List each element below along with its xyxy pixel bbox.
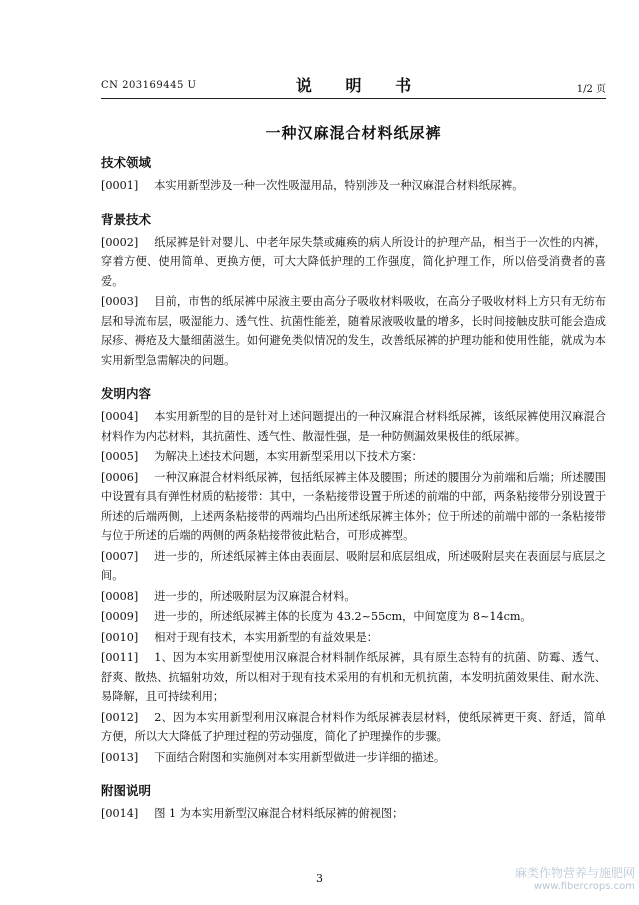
paragraph-0007 [101,547,606,586]
paragraph-text: 目前，市售的纸尿裤中尿液主要由高分子吸收材料吸收，在高分子吸收材料上方只有无纺布层和导流布层，吸湿能力、透气性、抗菌性能差，随着尿液吸收量的增多，长时间接触皮肤可能会造成尿疹、褥疮及大量细菌滋生。如何避免类似情况的发生，改善纸尿裤的护理功能和使用性能，就成为本实用新型急需解决的问题。 [101,295,606,367]
document-body [101,153,606,825]
paragraph-text: 纸尿裤是针对婴儿、中老年尿失禁或瘫痪的病人所设计的护理产品，相当于一次性的内裤，穿着方便、使用简单、更换方便，可大大降低护理的工作强度，简化护理工作，所以倍受消费者的喜爱。 [101,235,606,288]
paragraph-0001 [101,176,606,196]
section-heading-invention-content: 发明内容 [101,386,152,401]
paragraph-text: 1、因为本实用新型使用汉麻混合材料制作纸尿裤，具有原生态特有的抗菌、防霉、透气、舒爽、散热、抗辐射功效，所以相对于现有技术采用的有机和无机抗菌，本发明抗菌效果佳、耐水洗、易降解，且可持续利用； [101,651,606,703]
paragraph-0013 [101,748,606,768]
watermark-site-name: 麻类作物营养与施肥网 [514,866,635,880]
paragraph-0014 [101,804,606,824]
page-number: 3 [316,872,323,885]
paragraph-number: [0013] [101,750,139,764]
page-label: 1/2 页 [576,84,606,95]
paragraph-text: 进一步的，所述纸尿裤主体由表面层、吸附层和底层组成，所述吸附层夹在表面层与底层之间。 [101,549,606,582]
paragraph-text: 本实用新型涉及一种一次性吸湿用品，特别涉及一种汉麻混合材料纸尿裤。 [154,179,524,192]
paragraph-text: 一种汉麻混合材料纸尿裤，包括纸尿裤主体及腰围；所述的腰围分为前端和后端；所述腰围中设置有具有弹性材质的粘接带：其中，一条粘接带设置于所述的前端的中部，两条粘接带分别设置于所述的后端两侧，上述两条粘接带的两端均凸出所述纸尿裤主体外；位于所述的前端中部的一条粘接带与位于所述的后端的两侧的两条粘接带彼此粘合，可形成裤型。 [101,470,606,542]
paragraph-0008 [101,587,606,607]
watermark-url: www.fibercrops.com [533,881,635,892]
paragraph-number: [0007] [101,549,139,563]
paragraph-number: [0012] [101,710,139,724]
patent-number: CN 203169445 U [101,80,197,91]
section-heading-tech-field: 技术领域 [101,155,152,170]
paragraph-number: [0009] [101,610,139,623]
paragraph-0004 [101,407,606,446]
page-header [101,72,606,99]
paragraph-0012 [101,708,606,747]
paragraph-text: 为解决上述技术问题，本实用新型采用以下技术方案： [154,450,423,463]
paragraph-number: [0004] [101,410,139,423]
paragraph-number: [0006] [101,470,139,484]
paragraph-0002 [101,233,606,292]
paragraph-number: [0010] [101,630,139,644]
paragraph-0003 [101,292,606,370]
paragraph-0011 [101,648,606,707]
paragraph-text: 下面结合附图和实施例对本实用新型做进一步详细的描述。 [154,750,446,764]
paragraph-0010 [101,628,606,648]
paragraph-number: [0002] [101,235,139,249]
paragraph-number: [0011] [101,651,139,664]
paragraph-0005 [101,447,606,467]
paragraph-text: 图 1 为本实用新型汉麻混合材料纸尿裤的俯视图； [154,807,404,820]
paragraph-text: 相对于现有技术，本实用新型的有益效果是： [154,630,378,644]
paragraph-number: [0001] [101,179,139,192]
watermark [515,866,635,894]
paragraph-text: 进一步的，所述纸尿裤主体的长度为 43.2~55cm，中间宽度为 8~14cm。 [154,610,532,623]
paragraph-number: [0014] [101,807,139,820]
paragraph-text: 2、因为本实用新型利用汉麻混合材料作为纸尿裤表层材料，使纸尿裤更干爽、舒适，简单方便，所以大大降低了护理过程的劳动强度，简化了护理操作的步骤。 [101,710,606,743]
paragraph-text: 进一步的，所述吸附层为汉麻混合材料。 [154,589,356,603]
paragraph-0006 [101,468,606,546]
section-heading-background: 背景技术 [101,211,152,227]
paragraph-number: [0008] [101,589,139,603]
document-type: 说 明 书 [295,76,426,95]
paragraph-0009 [101,607,606,627]
paragraph-text: 本实用新型的目的是针对上述问题提出的一种汉麻混合材料纸尿裤，该纸尿裤使用汉麻混合材料作为内芯材料，其抗菌性、透气性、散湿性强，是一种防侧漏效果极佳的纸尿裤。 [101,410,606,443]
section-heading-figure-description: 附图说明 [101,783,152,798]
paragraph-number: [0003] [101,295,139,308]
document-title: 一种汉麻混合材料纸尿裤 [265,124,442,142]
paragraph-number: [0005] [101,450,139,463]
